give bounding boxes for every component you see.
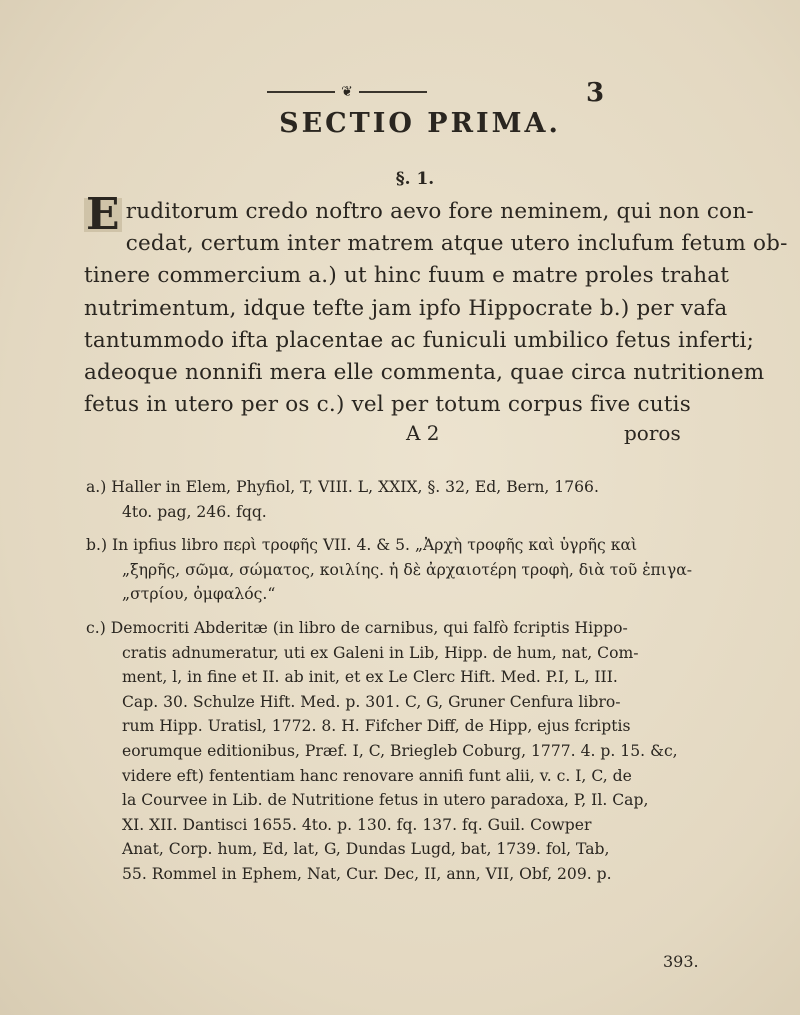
text-line: tantummodo ifta placentae ac funiculi umbilico fetus inferti; — [84, 327, 755, 353]
footnotes — [86, 475, 726, 896]
ornament-rule-left — [267, 91, 335, 93]
footnote-a — [86, 475, 726, 524]
footnote-line: eorumque editionibus, Præf. I, C, Briegleb Coburg, 1777. 4. p. 15. &c, — [122, 741, 678, 760]
text-line: nutrimentum, idque tefte jam ipfo Hippocrate b.) per vafa — [84, 295, 728, 321]
footnote-line: cratis adnumeratur, uti ex Galeni in Lib, Hipp. de hum, nat, Com- — [122, 643, 639, 662]
text-line: tinere commercium a.) ut hinc fuum e matre proles trahat — [84, 263, 730, 289]
footnote-line: rum Hipp. Uratisl, 1772. 8. H. Fifcher Diff, de Hipp, ejus fcriptis — [122, 717, 631, 736]
footnote-line: a.) Haller in Elem, Phyfiol, T, VIII. L, XXIX, §. 32, Ed, Bern, 1766. — [86, 478, 599, 496]
main-text — [84, 189, 788, 421]
text-line: ruditorum credo noftro aevo fore neminem, qui non con- — [125, 199, 754, 224]
footnote-line: „ξηρῆς, σῶμα, σώματος, κοιλίης. ἡ δὲ ἀρχαιοτέρη τροφὴ, διὰ τοῦ ἐπιγα- — [122, 560, 693, 579]
section-title: SECTIO PRIMA. — [279, 108, 561, 139]
footnote-line: Cap. 30. Schulze Hift. Med. p. 301. C, G, Gruner Cenfura libro- — [122, 692, 621, 711]
text-line: fetus in utero per os c.) vel per totum corpus five cutis — [84, 392, 691, 418]
footnote-line: 4to. pag, 246. fqq. — [122, 502, 267, 521]
footnote-line: „στρίου, ὀμφαλός.“ — [122, 585, 276, 604]
footnote-line: la Courvee in Lib. de Nutritione fetus in utero paradoxa, P, Il. Cap, — [122, 791, 649, 810]
footnote-line: b.) In ipfius libro περὶ τροφῆς VII. 4. & 5. „Ἀρχὴ τροφῆς καὶ ὑγρῆς καὶ — [86, 536, 638, 555]
header-ornament — [267, 84, 427, 100]
text-line: cedat, certum inter matrem atque utero inclufum fetum ob- — [125, 231, 788, 257]
drop-cap: E — [86, 189, 120, 240]
footnote-line: Anat, Corp. hum, Ed, lat, G, Dundas Lugd, bat, 1739. fol, Tab, — [122, 840, 610, 859]
catchword: poros — [624, 421, 681, 445]
footnote-line: 55. Rommel in Ephem, Nat, Cur. Dec, II, ann, VII, Obf, 209. p. — [122, 864, 612, 883]
ornament-glyph: ❦ — [341, 84, 353, 100]
footnote-line: ment, l, in fine et II. ab init, et ex Le Clerc Hift. Med. P.I, L, III. — [122, 668, 618, 687]
text-line: adeoque nonnifi mera elle commenta, quae circa nutritionem — [84, 360, 765, 386]
footnote-continuation: 393. — [663, 952, 699, 971]
paragraph-mark: §. 1. — [395, 169, 435, 189]
footnote-line: XI. XII. Dantisci 1655. 4to. p. 130. fq. 137. fq. Guil. Cowper — [122, 815, 592, 834]
signature-mark: A 2 — [406, 421, 440, 445]
footnote-c — [86, 616, 726, 887]
page-number: 3 — [586, 78, 605, 108]
footnote-line: videre eft) fententiam hanc renovare annifi funt alii, v. c. I, C, de — [122, 766, 632, 785]
ornament-rule-right — [359, 91, 427, 93]
footnote-b — [86, 533, 726, 607]
catchline — [0, 421, 800, 451]
footnote-line: c.) Democriti Abderitæ (in libro de carnibus, qui falfò fcriptis Hippo- — [86, 618, 628, 637]
